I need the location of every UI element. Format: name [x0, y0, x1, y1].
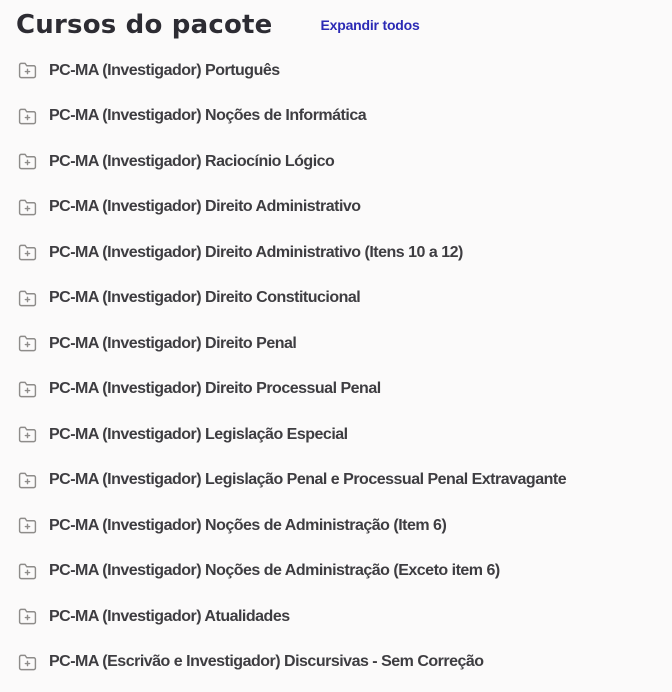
course-title: PC-MA (Investigador) Direito Processual Penal [49, 380, 381, 398]
course-title: PC-MA (Investigador) Direito Administrativo (Itens 10 a 12) [49, 243, 463, 261]
folder-plus-icon[interactable] [16, 652, 38, 672]
folder-plus-icon[interactable] [16, 425, 38, 445]
course-title: PC-MA (Investigador) Raciocínio Lógico [49, 152, 335, 170]
course-row[interactable] [16, 594, 656, 640]
course-row[interactable] [16, 549, 656, 595]
course-row[interactable] [16, 503, 656, 549]
folder-plus-icon[interactable] [16, 470, 38, 490]
page-title: Cursos do pacote [16, 10, 273, 40]
course-title: PC-MA (Investigador) Atualidades [49, 607, 290, 625]
course-list [16, 48, 656, 685]
course-title: PC-MA (Investigador) Direito Constitucional [49, 289, 361, 307]
course-title: PC-MA (Escrivão e Investigador) Discursivas - Sem Correção [49, 653, 484, 671]
course-row[interactable] [16, 412, 656, 458]
folder-plus-icon[interactable] [16, 106, 38, 126]
folder-plus-icon[interactable] [16, 152, 38, 172]
course-row[interactable] [16, 458, 656, 504]
course-row[interactable] [16, 640, 656, 686]
folder-plus-icon[interactable] [16, 243, 38, 263]
course-title: PC-MA (Investigador) Português [49, 61, 280, 79]
folder-plus-icon[interactable] [16, 197, 38, 217]
folder-plus-icon[interactable] [16, 334, 38, 354]
course-row[interactable] [16, 48, 656, 94]
course-row[interactable] [16, 321, 656, 367]
course-row[interactable] [16, 94, 656, 140]
course-title: PC-MA (Investigador) Legislação Penal e Processual Penal Extravagante [49, 471, 567, 489]
folder-plus-icon[interactable] [16, 61, 38, 81]
folder-plus-icon[interactable] [16, 561, 38, 581]
course-row[interactable] [16, 185, 656, 231]
folder-plus-icon[interactable] [16, 516, 38, 536]
course-title: PC-MA (Investigador) Legislação Especial [49, 425, 348, 443]
course-title: PC-MA (Investigador) Noções de Administração (Exceto item 6) [49, 562, 500, 580]
course-title: PC-MA (Investigador) Direito Administrativo [49, 198, 361, 216]
expand-all-link[interactable]: Expandir todos [320, 17, 420, 33]
course-title: PC-MA (Investigador) Direito Penal [49, 334, 297, 352]
course-title: PC-MA (Investigador) Noções de Informática [49, 107, 367, 125]
folder-plus-icon[interactable] [16, 607, 38, 627]
course-row[interactable] [16, 276, 656, 322]
course-row[interactable] [16, 139, 656, 185]
folder-plus-icon[interactable] [16, 379, 38, 399]
course-row[interactable] [16, 367, 656, 413]
folder-plus-icon[interactable] [16, 288, 38, 308]
course-title: PC-MA (Investigador) Noções de Administração (Item 6) [49, 516, 447, 534]
panel-header [16, 8, 656, 42]
course-row[interactable] [16, 230, 656, 276]
